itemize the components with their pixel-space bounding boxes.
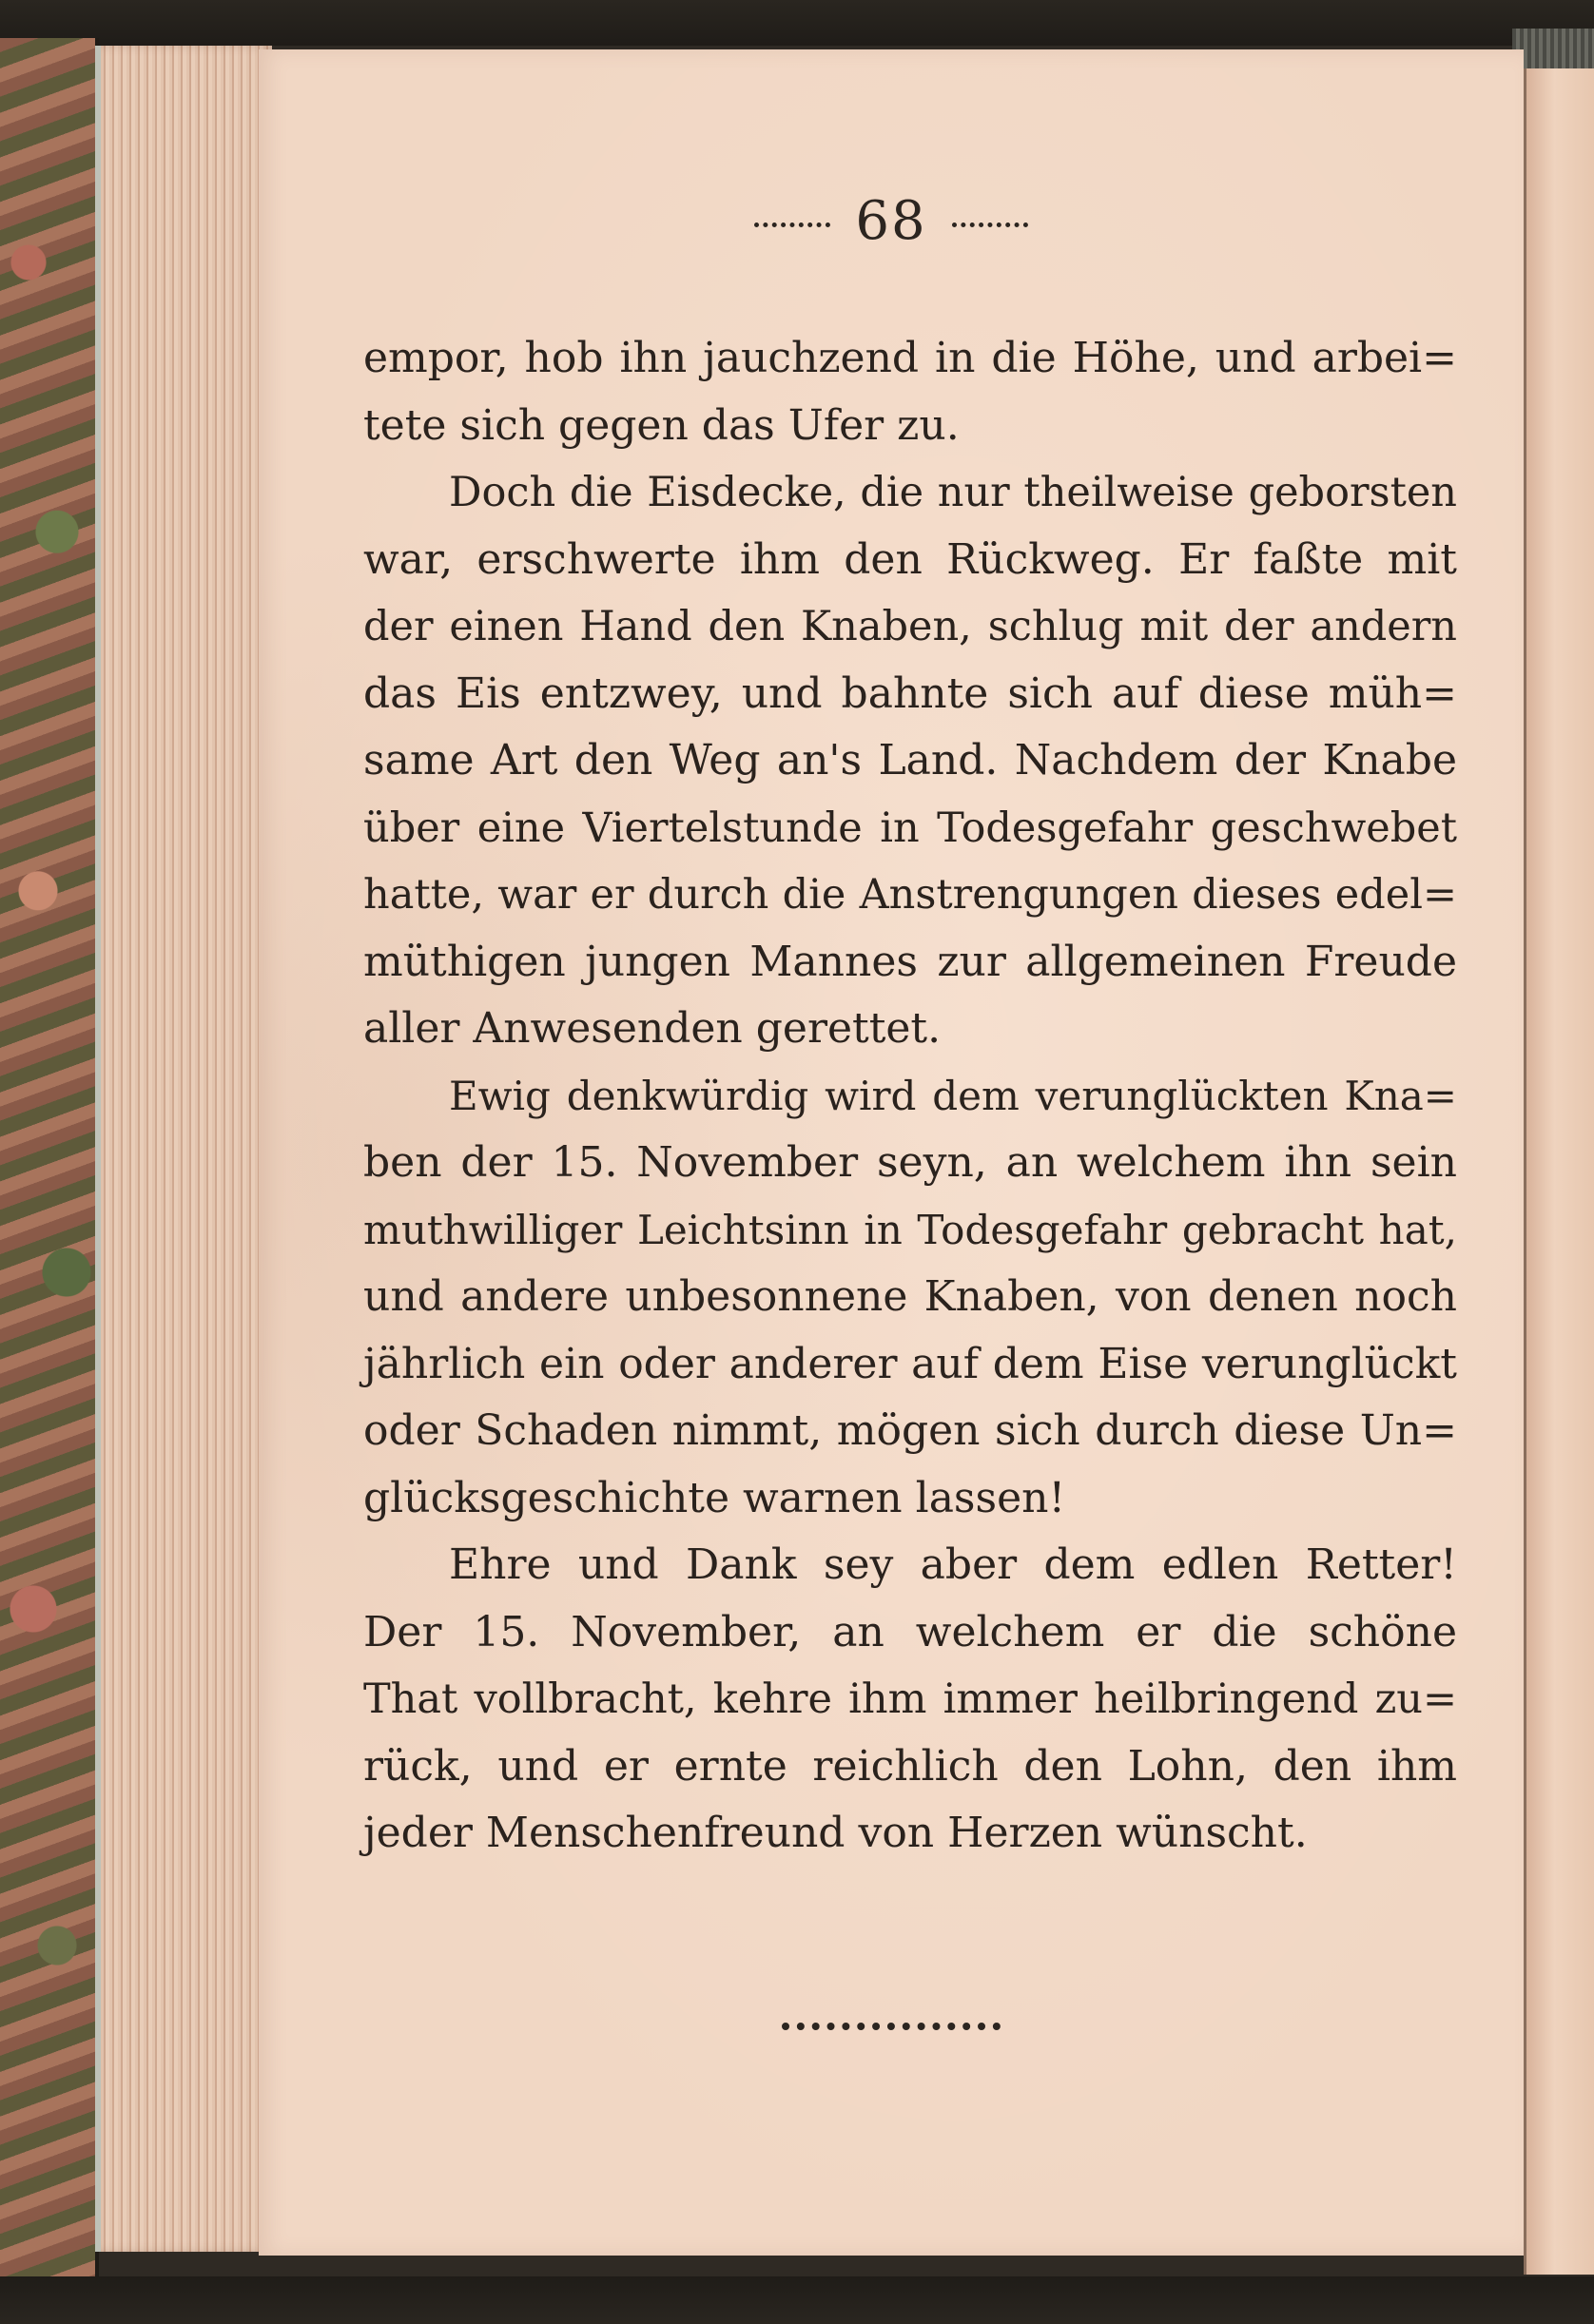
end-ornament xyxy=(259,2018,1524,2035)
text-line: Ehre und Dank sey aber dem edlen Retter! xyxy=(449,1540,1457,1589)
text-line: rück, und er ernte reichlich den Lohn, den ihm xyxy=(363,1741,1457,1791)
text-line: Doch die Eisdecke, die nur theilweise geborsten xyxy=(449,469,1457,516)
text-line: jährlich ein oder anderer auf dem Eise verunglückt xyxy=(363,1339,1457,1388)
text-line: und andere unbesonnene Knaben, von denen noch xyxy=(363,1272,1457,1321)
page-header xyxy=(259,190,1524,252)
book-cover-bottom xyxy=(0,2276,1594,2324)
text-line: empor, hob ihn jauchzend in die Höhe, und arbei= xyxy=(363,334,1457,382)
text-line: Ewig denkwürdig wird dem verunglückten Kna= xyxy=(449,1072,1457,1119)
text-line: That vollbracht, kehre ihm immer heilbringend zu= xyxy=(363,1675,1457,1723)
text-line: ben der 15. November seyn, an welchem ihn sein xyxy=(363,1138,1457,1187)
header-rule-left xyxy=(754,223,830,227)
text-line: der einen Hand den Knaben, schlug mit der andern xyxy=(363,603,1457,650)
text-line: war, erschwerte ihm den Rückweg. Er faßte mit xyxy=(363,534,1457,584)
text-line: müthigen jungen Mannes zur allgemeinen Freude xyxy=(363,937,1457,986)
marbled-cover xyxy=(0,38,99,2282)
bookmark-ribbon xyxy=(1512,29,1594,68)
text-line: das Eis entzwey, und bahnte sich auf diese müh= xyxy=(363,668,1457,718)
text-line: hatte, war er durch die Anstrengungen dieses edel= xyxy=(363,871,1457,919)
page-number: 68 xyxy=(855,190,927,252)
text-line: aller Anwesenden gerettet. xyxy=(363,1004,942,1053)
text-line: jeder Menschenfreund von Herzen wünscht. xyxy=(363,1809,1308,1857)
book-page xyxy=(259,49,1524,2256)
page-block-edge xyxy=(95,46,272,2252)
next-page-edge xyxy=(1524,49,1594,2275)
text-line: Der 15. November, an welchem er die schöne xyxy=(363,1607,1457,1656)
text-line: tete sich gegen das Ufer zu. xyxy=(363,400,960,450)
text-line: über eine Viertelstunde in Todesgefahr geschwebet xyxy=(363,804,1457,852)
text-line: muthwilliger Leichtsinn in Todesgefahr gebracht hat, xyxy=(363,1206,1457,1253)
text-line: same Art den Weg an's Land. Nachdem der Knabe xyxy=(363,736,1457,784)
text-line: glücksgeschichte warnen lassen! xyxy=(363,1473,1066,1522)
book-cover-top xyxy=(0,0,1594,46)
body-text xyxy=(363,325,1457,1868)
header-rule-right xyxy=(952,223,1028,227)
text-line: oder Schaden nimmt, mögen sich durch diese Un= xyxy=(363,1406,1457,1455)
